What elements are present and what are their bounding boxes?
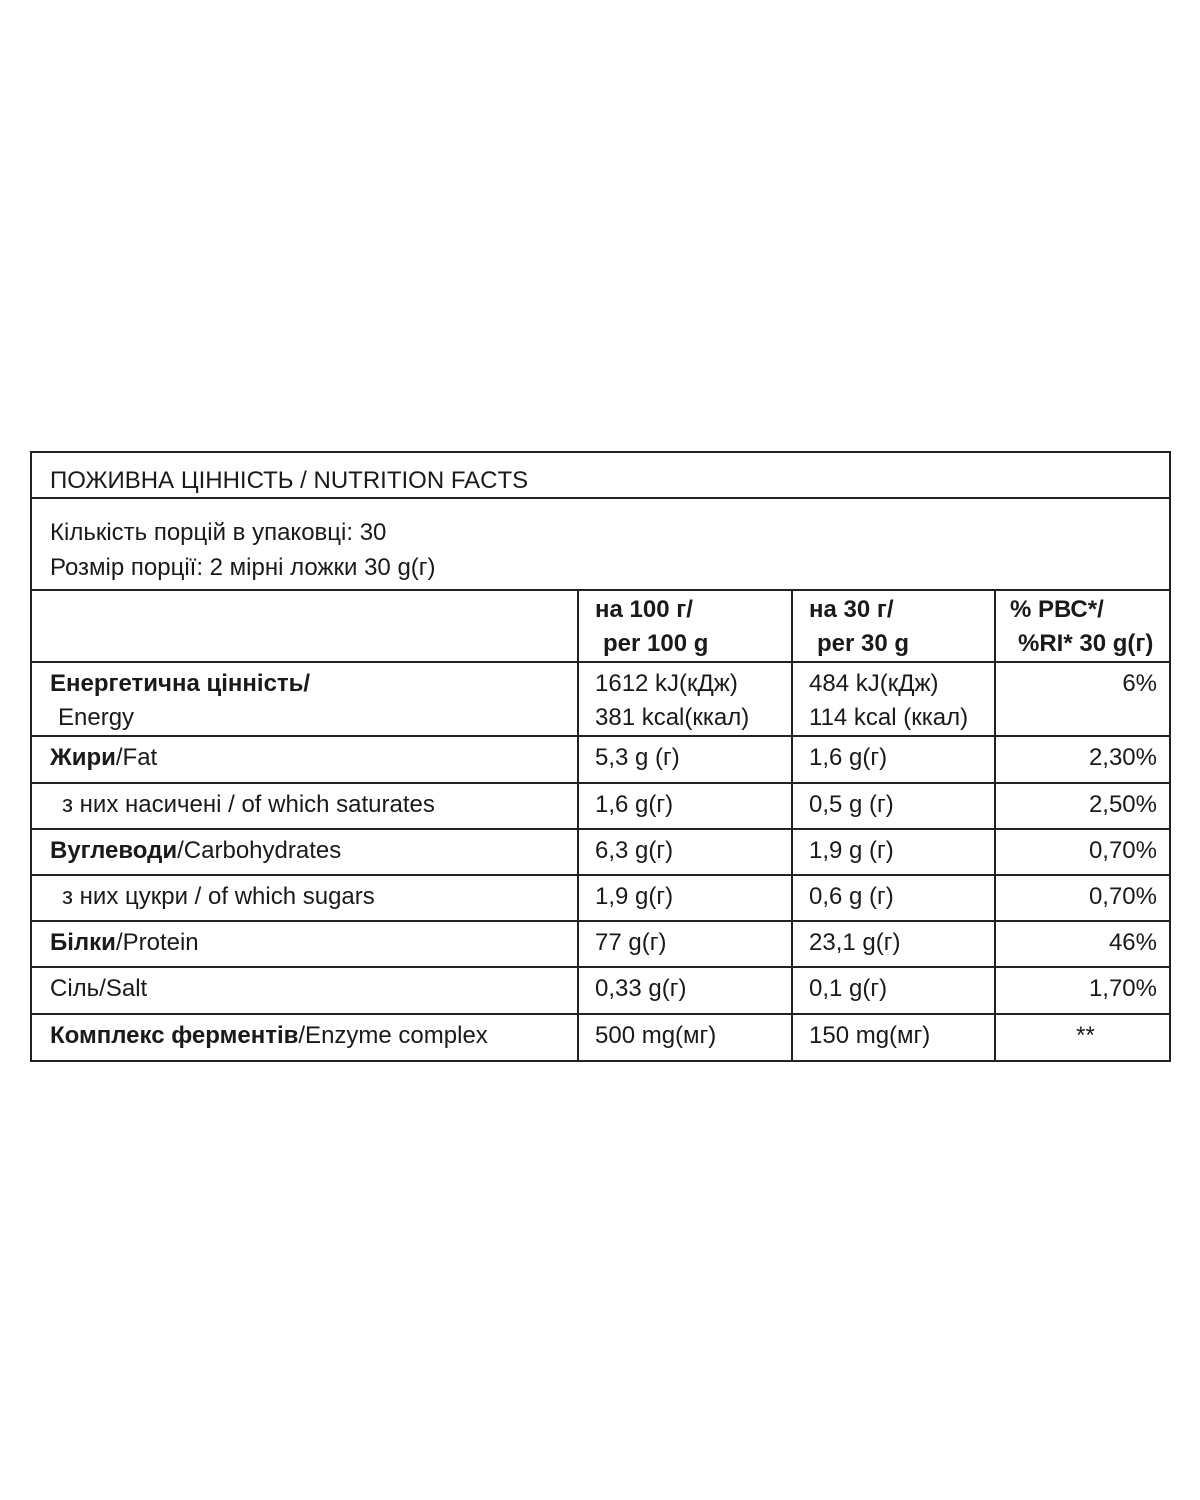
value-ri: 0,70% (995, 875, 1169, 921)
nutrition-title: ПОЖИВНА ЦІННІСТЬ / NUTRITION FACTS (32, 453, 1169, 499)
table-row (32, 662, 1169, 736)
value-per-100: 500 mg(мг) (578, 1014, 792, 1060)
table-row (32, 783, 1169, 829)
table-row (32, 736, 1169, 783)
energy-per-100: 1612 kJ(кДж) 381 kcal(ккал) (578, 662, 792, 736)
header-ri: % РВС*/ %RI* 30 g(г) (995, 591, 1169, 662)
value-per-100: 0,33 g(г) (578, 967, 792, 1014)
value-per-30: 150 mg(мг) (792, 1014, 995, 1060)
value-per-100: 6,3 g(г) (578, 829, 792, 875)
value-ri: 46% (995, 921, 1169, 967)
table-row (32, 1014, 1169, 1060)
value-per-30: 0,5 g (г) (792, 783, 995, 829)
value-per-100: 1,6 g(г) (578, 783, 792, 829)
nutrient-name: з них цукри / of which sugars (32, 875, 578, 921)
table-row (32, 967, 1169, 1014)
value-per-30: 1,9 g (г) (792, 829, 995, 875)
value-ri: 1,70% (995, 967, 1169, 1014)
value-ri: 2,30% (995, 736, 1169, 783)
nutrition-facts-panel (30, 451, 1171, 1062)
value-per-30: 0,1 g(г) (792, 967, 995, 1014)
nutrient-name: Жири/Fat (32, 736, 578, 783)
nutrient-name: Сіль/Salt (32, 967, 578, 1014)
header-empty-cell (32, 591, 578, 662)
header-per-100: на 100 г/ per 100 g (578, 591, 792, 662)
value-per-100: 5,3 g (г) (578, 736, 792, 783)
nutrition-table (32, 591, 1169, 1060)
serving-size: Розмір порції: 2 мірні ложки 30 g(г) (50, 554, 436, 581)
serving-info (32, 499, 1169, 591)
value-per-100: 1,9 g(г) (578, 875, 792, 921)
nutrient-name: Комплекс ферментів/Enzyme complex (32, 1014, 578, 1060)
value-per-100: 77 g(г) (578, 921, 792, 967)
nutrient-name: Білки/Protein (32, 921, 578, 967)
value-ri: 2,50% (995, 783, 1169, 829)
value-ri: ** (995, 1014, 1169, 1060)
servings-per-pack: Кількість порцій в упаковці: 30 (50, 519, 387, 546)
header-per-30: на 30 г/ per 30 g (792, 591, 995, 662)
table-row (32, 921, 1169, 967)
value-per-30: 0,6 g (г) (792, 875, 995, 921)
value-per-30: 23,1 g(г) (792, 921, 995, 967)
value-ri: 0,70% (995, 829, 1169, 875)
nutrient-name: Вуглеводи/Carbohydrates (32, 829, 578, 875)
energy-name-cell: Енергетична цінність/ Energy (32, 662, 578, 736)
energy-per-30: 484 kJ(кДж) 114 kcal (ккал) (792, 662, 995, 736)
table-row (32, 875, 1169, 921)
table-header-row (32, 591, 1169, 662)
nutrient-name: з них насичені / of which saturates (32, 783, 578, 829)
table-row (32, 829, 1169, 875)
value-per-30: 1,6 g(г) (792, 736, 995, 783)
energy-ri: 6% (995, 662, 1169, 736)
